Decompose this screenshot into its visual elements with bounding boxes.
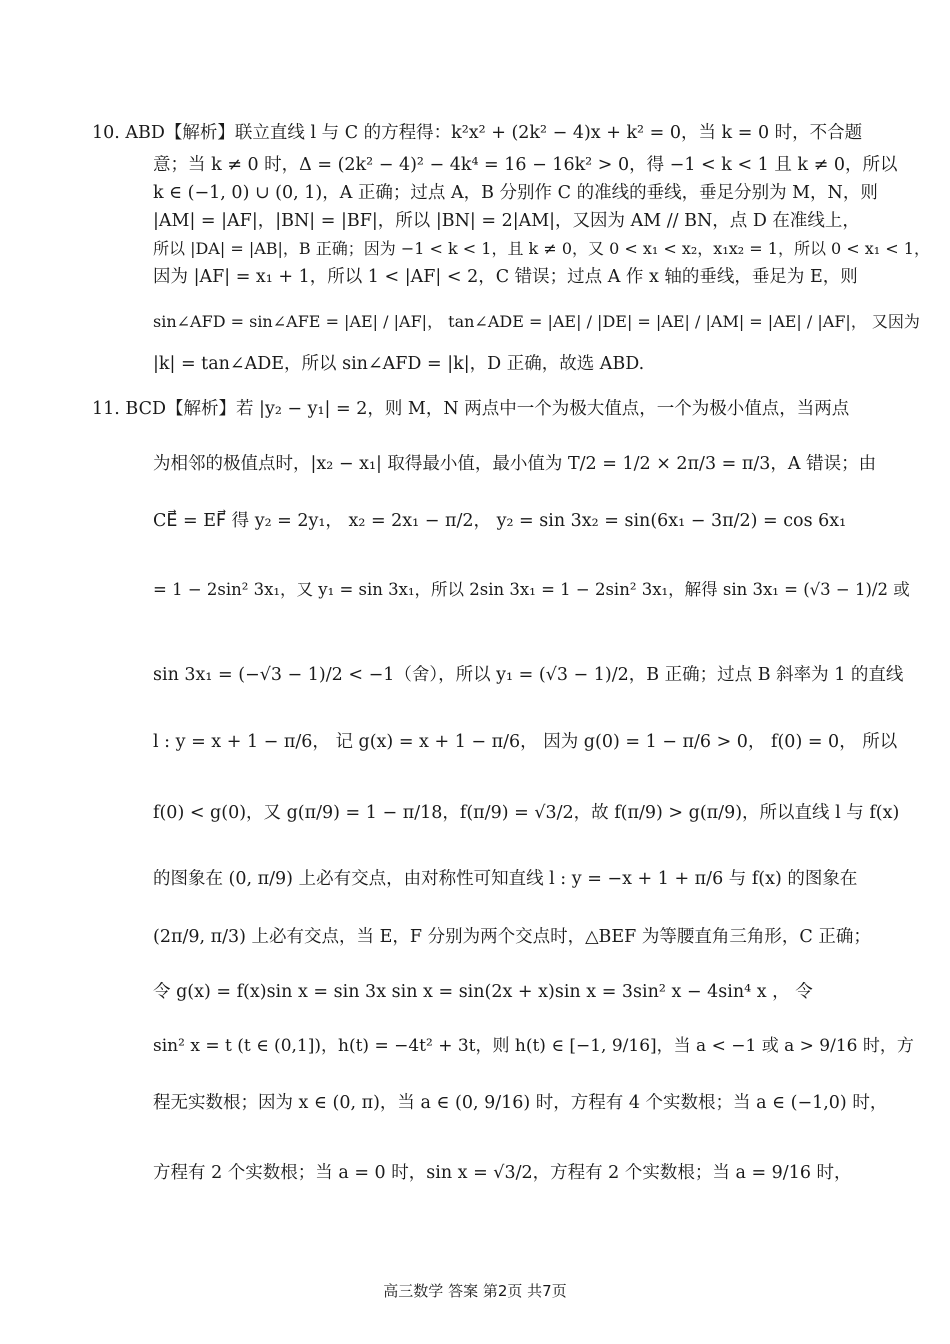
- q11-line-4: = 1 − 2sin² 3x₁，又 y₁ = sin 3x₁，所以 2sin 3x₁ = 1 − 2sin² 3x₁，解得 sin 3x₁ = (√3 − 1)/2 或: [153, 580, 910, 599]
- q10-line-2: 意；当 k ≠ 0 时，Δ = (2k² − 4)² − 4k⁴ = 16 − 16k² > 0，得 −1 < k < 1 且 k ≠ 0，所以: [153, 155, 898, 175]
- q10-line-7: sin∠AFD = sin∠AFE = |AE| / |AF|， tan∠ADE = |AE| / |DE| = |AE| / |AM| = |AE| / |AF|， 又因为: [153, 312, 920, 331]
- q11-line-5: sin 3x₁ = (−√3 − 1)/2 < −1（舍），所以 y₁ = (√3 − 1)/2，B 正确；过点 B 斜率为 1 的直线: [153, 665, 904, 685]
- q11-line-2: 为相邻的极值点时，|x₂ − x₁| 取得最小值，最小值为 T/2 = 1/2 × 2π/3 = π/3，A 错误；由: [153, 454, 877, 474]
- q11-line-6: l : y = x + 1 − π/6， 记 g(x) = x + 1 − π/6， 因为 g(0) = 1 − π/6 > 0， f(0) = 0， 所以: [153, 732, 898, 752]
- q11-line-13: 方程有 2 个实数根；当 a = 0 时，sin x = √3/2，方程有 2 个实数根；当 a = 9/16 时，: [153, 1163, 852, 1183]
- q11-line-8: 的图象在 (0, π/9) 上必有交点，由对称性可知直线 l : y = −x + 1 + π/6 与 f(x) 的图象在: [153, 869, 858, 889]
- q11-line-3: CE⃗ = EF⃗ 得 y₂ = 2y₁， x₂ = 2x₁ − π/2， y₂ = sin 3x₂ = sin(6x₁ − 3π/2) = cos 6x₁: [153, 511, 847, 531]
- q11-line-12: 程无实数根；因为 x ∈ (0, π)，当 a ∈ (0, 9/16) 时，方程有 4 个实数根；当 a ∈ (−1,0) 时，: [153, 1093, 888, 1113]
- q11-line-10: 令 g(x) = f(x)sin x = sin 3x sin x = sin(2x + x)sin x = 3sin² x − 4sin⁴ x ， 令: [153, 982, 813, 1002]
- q10-line-5: 所以 |DA| = |AB|，B 正确；因为 −1 < k < 1，且 k ≠ 0，又 0 < x₁ < x₂，x₁x₂ = 1，所以 0 < x₁ < 1，: [153, 239, 930, 258]
- page-footer: 高三数学 答案 第2页 共7页: [383, 1282, 567, 1300]
- q10-line-6: 因为 |AF| = x₁ + 1，所以 1 < |AF| < 2，C 错误；过点 A 作 x 轴的垂线，垂足为 E，则: [153, 267, 858, 287]
- q10-line-3: k ∈ (−1, 0) ∪ (0, 1)，A 正确；过点 A，B 分别作 C 的准线的垂线，垂足分别为 M，N，则: [153, 183, 878, 203]
- q11-line-7: f(0) < g(0)，又 g(π/9) = 1 − π/18，f(π/9) = √3/2，故 f(π/9) > g(π/9)，所以直线 l 与 f(x): [153, 803, 900, 823]
- q11-line-9: (2π/9, π/3) 上必有交点，当 E，F 分别为两个交点时，△BEF 为等腰直角三角形，C 正确；: [153, 927, 871, 947]
- q10-line-8: |k| = tan∠ADE，所以 sin∠AFD = |k|，D 正确，故选 ABD.: [153, 354, 645, 374]
- q10-line-4: |AM| = |AF|，|BN| = |BF|，所以 |BN| = 2|AM|，又因为 AM // BN，点 D 在准线上，: [153, 211, 860, 231]
- q11-line-11: sin² x = t (t ∈ (0,1])，h(t) = −4t² + 3t，则 h(t) ∈ [−1, 9/16]，当 a < −1 或 a > 9/16 时，方: [153, 1036, 914, 1056]
- q11-line-1: 11. BCD【解析】若 |y₂ − y₁| = 2，则 M，N 两点中一个为极大值点，一个为极小值点，当两点: [92, 399, 850, 419]
- q10-line-1: 10. ABD【解析】联立直线 l 与 C 的方程得：k²x² + (2k² − 4)x + k² = 0，当 k = 0 时，不合题: [92, 123, 863, 143]
